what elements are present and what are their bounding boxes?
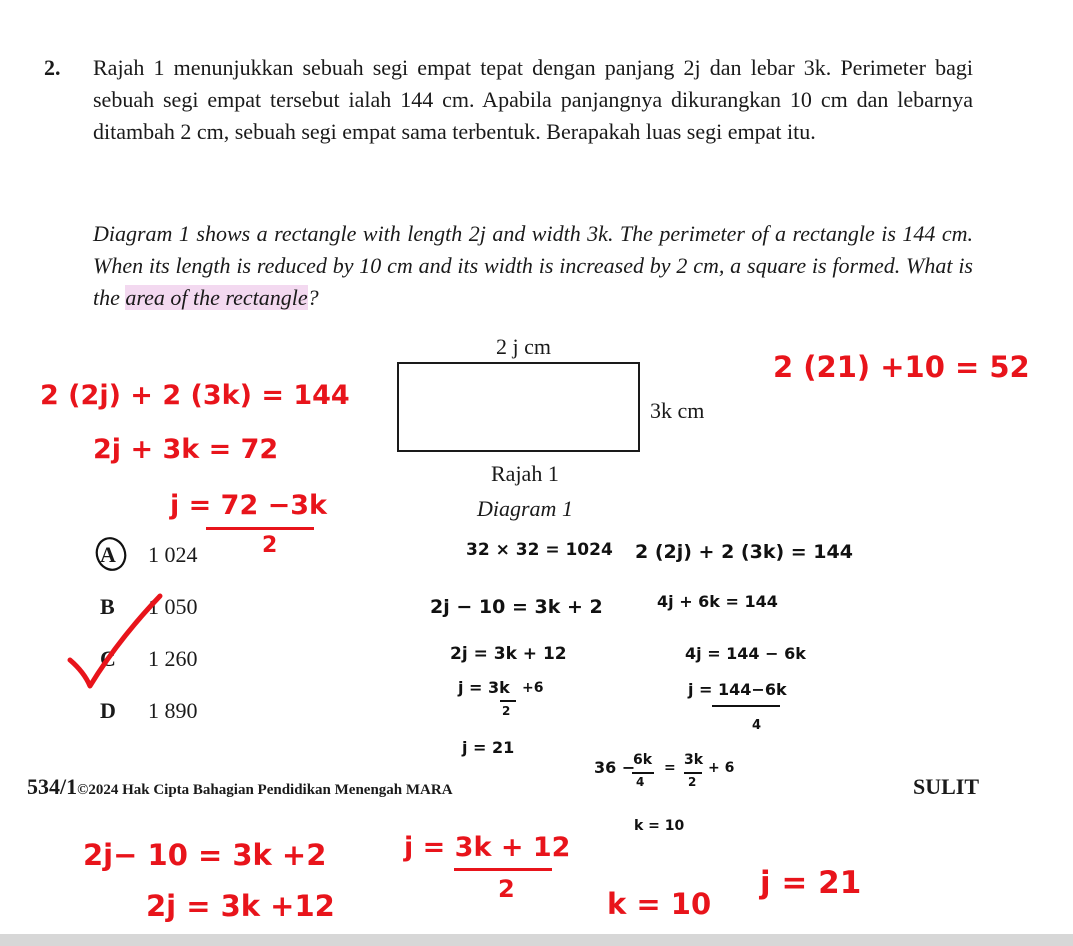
red-eq-simplified: 2j + 3k = 72 <box>93 434 279 465</box>
option-b-value: 1 050 <box>148 594 198 619</box>
option-d-value: 1 890 <box>148 698 198 723</box>
option-a-letter[interactable]: A <box>100 542 116 567</box>
question-text-malay: Rajah 1 menunjukkan sebuah segi empat tepat dengan panjang 2j dan lebar 3k. Perimeter bagi sebuah segi empat tersebut ialah 144 cm. Apabila panjangnya dikurangkan 10 cm dan lebarnya ditambah 2 cm, sebuah segi empat sama terbentuk. Berapakah luas segi empat itu. <box>93 55 973 144</box>
red-eq-bottom-1: 2j− 10 = 3k +2 <box>83 838 327 872</box>
black-mid-equals: = <box>664 760 676 776</box>
diagram-caption-english: Diagram 1 <box>477 496 573 521</box>
red-eq-top-right: 2 (21) +10 = 52 <box>773 350 1030 384</box>
classification-label: SULIT <box>913 774 980 799</box>
option-c-value: 1 260 <box>148 646 198 671</box>
bottom-scroll-strip <box>0 934 1073 946</box>
paper-code: 534/1 <box>27 774 78 799</box>
rectangle-diagram <box>397 362 640 452</box>
option-c-letter[interactable]: C <box>100 646 116 671</box>
black-step-4: j = 21 <box>462 738 515 757</box>
copyright-notice: ©2024 Hak Cipta Bahagian Pendidikan Menengah MARA <box>77 782 453 798</box>
black-mid-bar2 <box>684 772 702 774</box>
black-step-2: 2j = 3k + 12 <box>450 644 567 664</box>
black-right-3: 4j = 144 − 6k <box>685 644 806 663</box>
question-text-english <box>93 218 973 314</box>
black-mid-tail: + 6 <box>708 760 735 776</box>
highlighted-phrase: area of the rectangle <box>125 285 308 310</box>
black-right-4-bar <box>712 705 780 707</box>
question-number: 2. <box>44 55 61 80</box>
english-text-part2: ? <box>307 285 319 310</box>
red-frac-bottom-denominator: 2 <box>498 875 515 903</box>
option-a-value: 1 024 <box>148 542 198 567</box>
diagram-caption-malay: Rajah 1 <box>491 461 559 486</box>
black-step-3-bar <box>500 700 516 702</box>
black-mid-num2: 3k <box>684 752 704 768</box>
black-mid-bar1 <box>632 772 654 774</box>
black-calc-area: 32 × 32 = 1024 <box>466 540 613 560</box>
black-mid-den2: 2 <box>688 775 697 789</box>
black-right-2: 4j + 6k = 144 <box>657 592 778 611</box>
red-eq-j-denominator: 2 <box>262 533 278 558</box>
black-right-4-numerator: j = 144−6k <box>688 680 787 699</box>
red-bottom-fraction-bar <box>454 868 552 871</box>
black-step-1: 2j − 10 = 3k + 2 <box>430 596 603 618</box>
red-k-value: k = 10 <box>607 887 712 921</box>
black-step-3-tail: +6 <box>522 680 544 696</box>
option-b-letter[interactable]: B <box>100 594 115 619</box>
english-text-part1: Diagram 1 shows a rectangle with length 2j and width 3k. The perimeter of a rectangle is 144 cm. When its length is reduced by 10 cm and its width is increased by 2 cm, a square is formed. What is the <box>93 221 973 310</box>
black-k-value: k = 10 <box>634 818 685 834</box>
red-eq-perimeter: 2 (2j) + 2 (3k) = 144 <box>40 380 350 411</box>
diagram-width-label: 3k cm <box>650 398 705 423</box>
red-frac-bottom-numerator: j = 3k + 12 <box>404 832 571 863</box>
black-step-3-numerator: j = 3k <box>458 678 510 697</box>
red-fraction-bar <box>206 527 314 530</box>
black-step-3-denominator: 2 <box>502 704 511 718</box>
black-mid-num1: 6k <box>633 752 653 768</box>
black-right-1: 2 (2j) + 2 (3k) = 144 <box>635 541 853 563</box>
diagram-length-label: 2 j cm <box>496 334 551 359</box>
black-mid-head: 36 − <box>594 758 636 777</box>
footer-code <box>27 772 453 805</box>
black-mid-den1: 4 <box>636 775 645 789</box>
red-eq-bottom-2: 2j = 3k +12 <box>146 889 335 923</box>
red-eq-j-numerator: j = 72 −3k <box>170 490 328 521</box>
option-d-letter[interactable]: D <box>100 698 116 723</box>
red-j-value: j = 21 <box>760 865 862 901</box>
black-right-4-denominator: 4 <box>752 718 762 733</box>
